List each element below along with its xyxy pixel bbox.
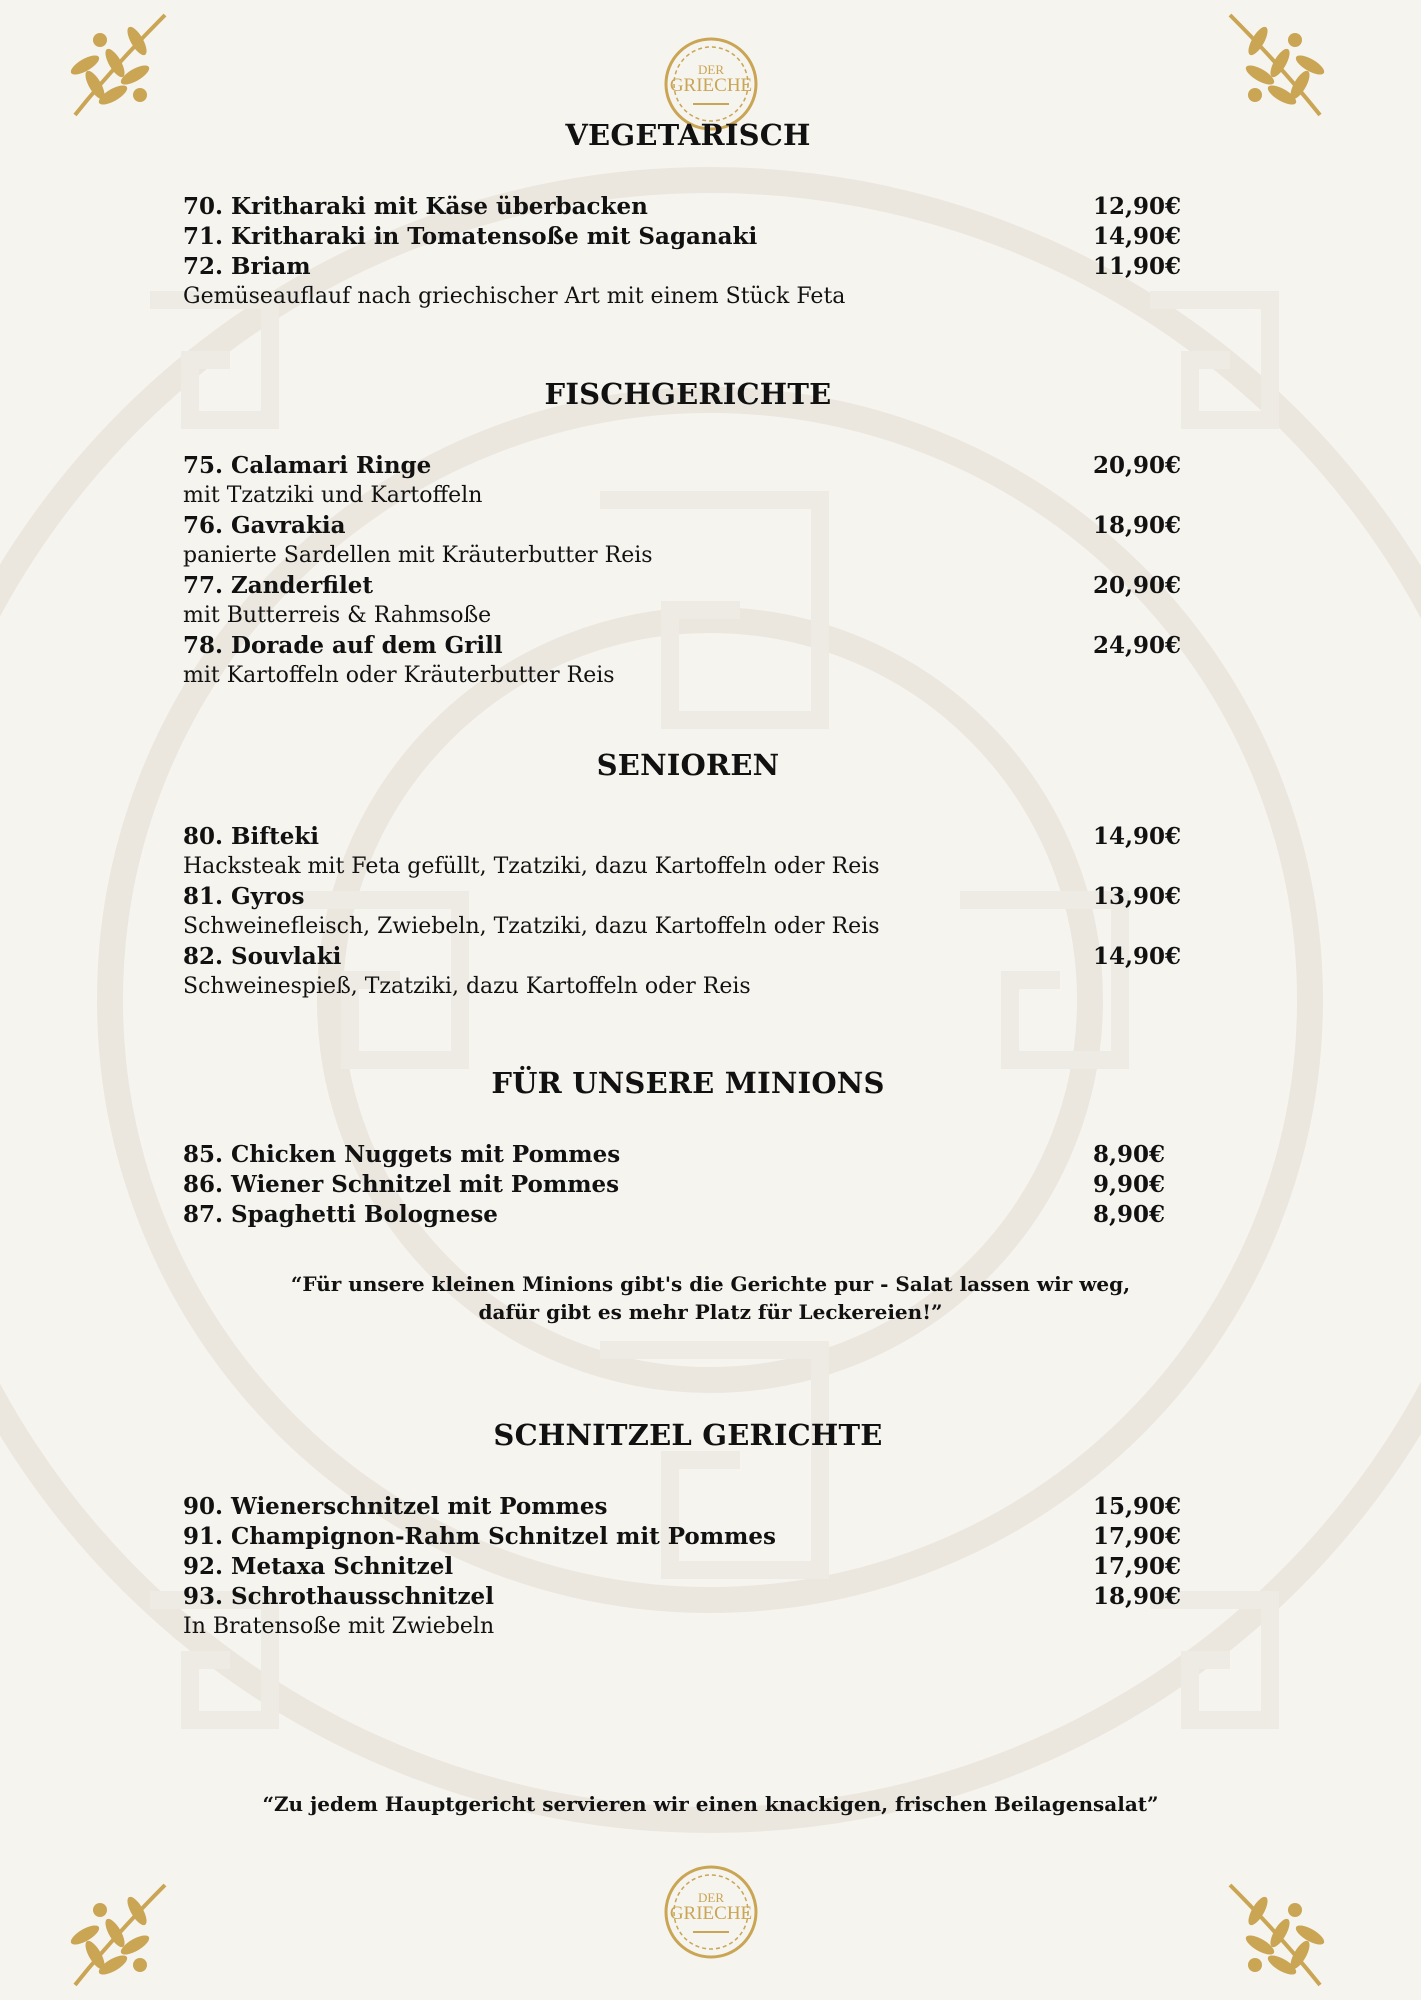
item-name: 72. Briam: [183, 253, 311, 280]
menu-item: [183, 1170, 1193, 1200]
item-name: 71. Kritharaki in Tomatensoße mit Saganaki: [183, 223, 758, 250]
item-name: 91. Champignon-Rahm Schnitzel mit Pommes: [183, 1523, 776, 1550]
item-description: Hacksteak mit Feta gefüllt, Tzatziki, dazu Kartoffeln oder Reis: [183, 854, 880, 879]
menu-item: [183, 1200, 1193, 1230]
item-price: 13,90€: [1093, 883, 1182, 910]
item-name: 81. Gyros: [183, 883, 305, 910]
section-title: VEGETARISCH: [565, 118, 811, 152]
menu-item: [183, 1492, 1193, 1522]
menu-item: [183, 631, 1193, 661]
item-name: 85. Chicken Nuggets mit Pommes: [183, 1141, 621, 1168]
section-title: SENIOREN: [596, 748, 780, 782]
minions-note: [0, 1270, 1421, 1326]
item-price: 20,90€: [1093, 572, 1182, 599]
menu-item: [183, 451, 1193, 481]
menu-item: [183, 511, 1193, 541]
menu-item: [183, 1522, 1193, 1552]
section-title: FISCHGERICHTE: [544, 377, 832, 411]
item-price: 20,90€: [1093, 452, 1182, 479]
item-price: 17,90€: [1093, 1523, 1182, 1550]
section-minions: [183, 1066, 1193, 1230]
item-price: 8,90€: [1093, 1201, 1166, 1228]
logo-line1: DER: [698, 1890, 724, 1905]
item-price: 24,90€: [1093, 632, 1182, 659]
item-price: 11,90€: [1093, 253, 1182, 280]
item-name: 82. Souvlaki: [183, 943, 342, 970]
item-description: Schweinefleisch, Zwiebeln, Tzatziki, dazu Kartoffeln oder Reis: [183, 914, 880, 939]
minions-note-line1: “Für unsere kleinen Minions gibt's die Gerichte pur - Salat lassen wir weg,: [290, 1272, 1131, 1296]
item-name: 70. Kritharaki mit Käse überbacken: [183, 193, 648, 220]
item-description: mit Tzatziki und Kartoffeln: [183, 483, 483, 508]
item-name: 78. Dorade auf dem Grill: [183, 632, 503, 659]
item-price: 17,90€: [1093, 1553, 1182, 1580]
logo-line2: GRIECHE: [669, 1903, 753, 1924]
item-price: 15,90€: [1093, 1493, 1182, 1520]
item-description: mit Butterreis & Rahmsoße: [183, 603, 492, 628]
item-name: 75. Calamari Ringe: [183, 452, 432, 479]
menu-item: [183, 192, 1193, 222]
item-name: 80. Bifteki: [183, 823, 320, 850]
item-price: 14,90€: [1093, 223, 1182, 250]
menu-item: [183, 1552, 1193, 1582]
item-price: 14,90€: [1093, 943, 1182, 970]
item-price: 14,90€: [1093, 823, 1182, 850]
item-name: 92. Metaxa Schnitzel: [183, 1553, 454, 1580]
item-price: 8,90€: [1093, 1141, 1166, 1168]
menu-item: [183, 571, 1193, 601]
menu-item: [183, 882, 1193, 912]
item-description: In Bratensoße mit Zwiebeln: [183, 1614, 495, 1639]
item-description: mit Kartoffeln oder Kräuterbutter Reis: [183, 663, 615, 688]
logo-line2: GRIECHE: [669, 75, 753, 96]
item-description: Schweinespieß, Tzatziki, dazu Kartoffeln oder Reis: [183, 974, 751, 999]
menu-item: [183, 1582, 1193, 1612]
item-price: 18,90€: [1093, 1583, 1182, 1610]
menu-item: [183, 222, 1193, 252]
menu-item: [183, 822, 1193, 852]
item-description: panierte Sardellen mit Kräuterbutter Reis: [183, 543, 653, 568]
item-price: 12,90€: [1093, 193, 1182, 220]
section-senioren: [183, 748, 1193, 1002]
section-title: FÜR UNSERE MINIONS: [491, 1066, 885, 1100]
menu-item: [183, 252, 1193, 282]
logo-line1: DER: [698, 62, 724, 77]
item-description: Gemüseauflauf nach griechischer Art mit einem Stück Feta: [183, 284, 846, 309]
footer-note: “Zu jedem Hauptgericht servieren wir einen knackigen, frischen Beilagensalat”: [262, 1792, 1159, 1816]
item-name: 90. Wienerschnitzel mit Pommes: [183, 1493, 608, 1520]
section-schnitzel: [183, 1418, 1193, 1642]
section-vegetarisch: [183, 118, 1193, 312]
item-name: 76. Gavrakia: [183, 512, 346, 539]
item-price: 18,90€: [1093, 512, 1182, 539]
section-title: SCHNITZEL GERICHTE: [493, 1418, 883, 1452]
menu-item: [183, 942, 1193, 972]
item-name: 93. Schrothausschnitzel: [183, 1583, 494, 1610]
menu-item: [183, 1140, 1193, 1170]
section-fischgerichte: [183, 377, 1193, 691]
item-name: 86. Wiener Schnitzel mit Pommes: [183, 1171, 620, 1198]
item-name: 87. Spaghetti Bolognese: [183, 1201, 498, 1228]
minions-note-line2: dafür gibt es mehr Platz für Leckereien!”: [478, 1300, 943, 1324]
item-price: 9,90€: [1093, 1171, 1166, 1198]
item-name: 77. Zanderfilet: [183, 572, 373, 599]
